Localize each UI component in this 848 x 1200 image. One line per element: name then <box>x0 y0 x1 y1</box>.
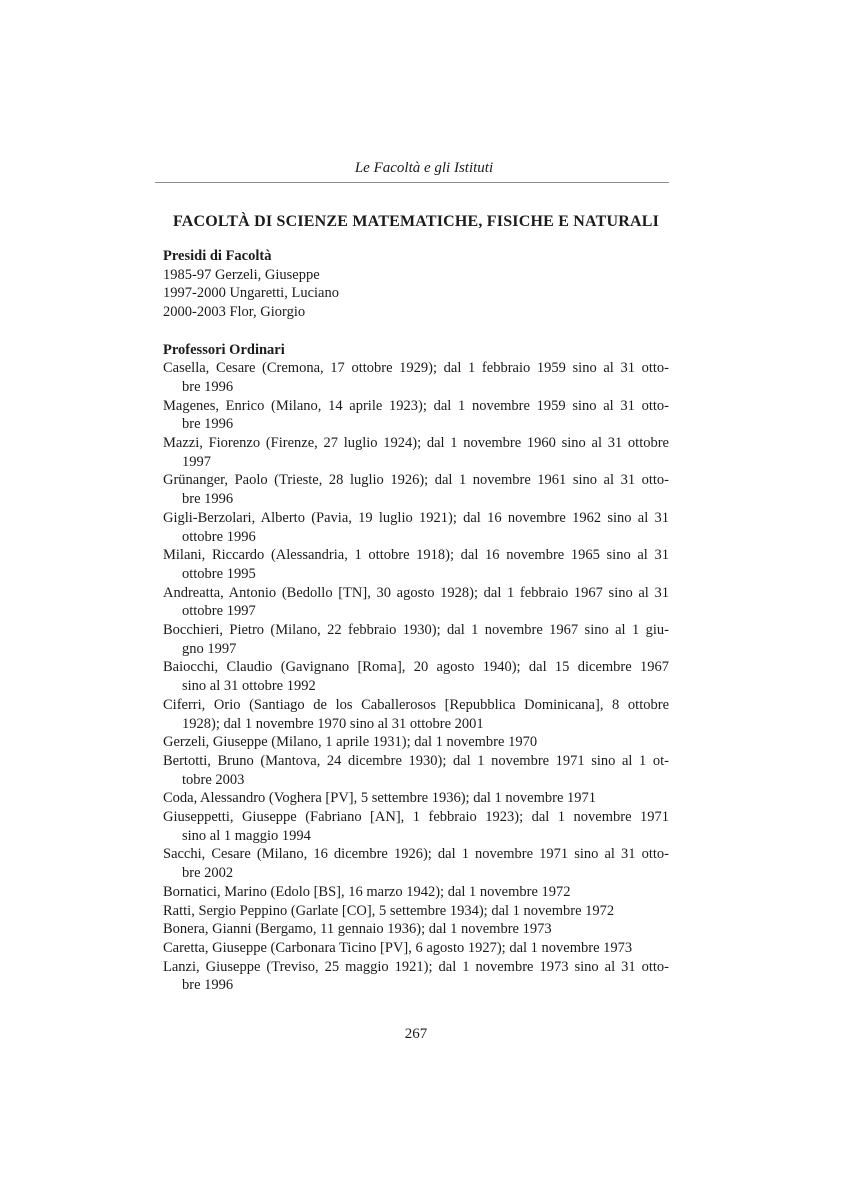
entry-line: Ciferri, Orio (Santiago de los Caballerosos [Repubblica Dominicana], 8 ottobre <box>163 696 669 713</box>
entry-line: bre 1996 <box>182 977 234 994</box>
entry-line: Gigli-Berzolari, Alberto (Pavia, 19 luglio 1921); dal 16 novembre 1962 sino al 31 <box>163 509 669 526</box>
page-title: FACOLTÀ DI SCIENZE MATEMATICHE, FISICHE E NATURALI <box>172 213 660 230</box>
entry-line: bre 1996 <box>182 416 234 433</box>
running-header: Le Facoltà e gli Istituti <box>354 160 494 176</box>
entry-line: sino al 1 maggio 1994 <box>182 827 311 844</box>
entry-line: Sacchi, Cesare (Milano, 16 dicembre 1926); dal 1 novembre 1971 sino al 31 otto- <box>163 846 669 863</box>
professor-entry <box>163 808 669 845</box>
entry-line: 1997 <box>182 453 211 470</box>
entry-line: Mazzi, Fiorenzo (Firenze, 27 luglio 1924); dal 1 novembre 1960 sino al 31 ottobre <box>163 435 669 452</box>
professor-entry <box>163 845 669 882</box>
president-entry: 1985-97 Gerzeli, Giuseppe <box>163 266 320 283</box>
professor-entry <box>163 752 669 789</box>
professor-entry <box>163 939 669 958</box>
professor-entry <box>163 584 669 621</box>
entry-line: tobre 2003 <box>182 771 245 788</box>
entry-line: Baiocchi, Claudio (Gavignano [Roma], 20 agosto 1940); dal 15 dicembre 1967 <box>163 659 669 676</box>
entry-line: Milani, Riccardo (Alessandria, 1 ottobre 1918); dal 16 novembre 1965 sino al 31 <box>163 547 669 564</box>
entry-line: Gerzeli, Giuseppe (Milano, 1 aprile 1931); dal 1 novembre 1970 <box>163 734 538 751</box>
professor-entry <box>163 434 669 471</box>
professor-entry <box>163 920 669 939</box>
professor-entry <box>163 733 669 752</box>
entry-line: ottobre 1995 <box>182 565 256 582</box>
entry-line: gno 1997 <box>182 640 237 657</box>
header-rule <box>155 182 669 183</box>
entry-line: Lanzi, Giuseppe (Treviso, 25 maggio 1921); dal 1 novembre 1973 sino al 31 otto- <box>163 958 669 975</box>
entry-line: Andreatta, Antonio (Bedollo [TN], 30 agosto 1928); dal 1 febbraio 1967 sino al 31 <box>163 584 669 601</box>
entry-line: Bornatici, Marino (Edolo [BS], 16 marzo 1942); dal 1 novembre 1972 <box>163 883 571 900</box>
entry-line: Giuseppetti, Giuseppe (Fabriano [AN], 1 febbraio 1923); dal 1 novembre 1971 <box>163 809 669 826</box>
professor-entry <box>163 883 669 902</box>
entry-line: 1928); dal 1 novembre 1970 sino al 31 ottobre 2001 <box>182 715 484 732</box>
professor-entry <box>163 958 669 995</box>
professor-entry <box>163 789 669 808</box>
entry-line: Caretta, Giuseppe (Carbonara Ticino [PV], 6 agosto 1927); dal 1 novembre 1973 <box>163 940 633 956</box>
presidi-heading: Presidi di Facoltà <box>163 248 272 264</box>
professori-list <box>163 359 669 995</box>
page-number: 267 <box>404 1026 428 1042</box>
professor-entry <box>163 397 669 434</box>
professor-entry <box>163 902 669 921</box>
entry-line: Bonera, Gianni (Bergamo, 11 gennaio 1936); dal 1 novembre 1973 <box>163 921 552 938</box>
entry-line: sino al 31 ottobre 1992 <box>182 678 316 695</box>
professor-entry <box>163 658 669 695</box>
president-entry: 2000-2003 Flor, Giorgio <box>163 304 306 321</box>
entry-line: Bertotti, Bruno (Mantova, 24 dicembre 1930); dal 1 novembre 1971 sino al 1 ot- <box>163 752 669 769</box>
presidi-section <box>163 247 669 322</box>
professor-entry <box>163 546 669 583</box>
professor-entry <box>163 359 669 396</box>
entry-line: Casella, Cesare (Cremona, 17 ottobre 1929); dal 1 febbraio 1959 sino al 31 otto- <box>163 360 669 377</box>
entry-line: ottobre 1997 <box>182 603 256 620</box>
entry-line: bre 1996 <box>182 378 234 395</box>
entry-line: Ratti, Sergio Peppino (Garlate [CO], 5 settembre 1934); dal 1 novembre 1972 <box>163 902 615 919</box>
entry-line: Magenes, Enrico (Milano, 14 aprile 1923); dal 1 novembre 1959 sino al 31 otto- <box>163 397 669 414</box>
professori-heading: Professori Ordinari <box>163 341 285 358</box>
entry-line: Coda, Alessandro (Voghera [PV], 5 settembre 1936); dal 1 novembre 1971 <box>163 790 597 807</box>
presidi-list <box>163 266 669 322</box>
entry-line: Bocchieri, Pietro (Milano, 22 febbraio 1930); dal 1 novembre 1967 sino al 1 giu- <box>163 622 669 639</box>
professor-entry <box>163 621 669 658</box>
body-block <box>163 247 669 995</box>
professori-section <box>163 341 669 996</box>
entry-line: bre 1996 <box>182 491 234 508</box>
entry-line: bre 2002 <box>182 865 234 882</box>
professor-entry <box>163 509 669 546</box>
entry-line: ottobre 1996 <box>182 528 256 545</box>
president-entry: 1997-2000 Ungaretti, Luciano <box>163 285 339 302</box>
entry-line: Grünanger, Paolo (Trieste, 28 luglio 1926); dal 1 novembre 1961 sino al 31 otto- <box>163 472 669 489</box>
professor-entry <box>163 696 669 733</box>
professor-entry <box>163 471 669 508</box>
